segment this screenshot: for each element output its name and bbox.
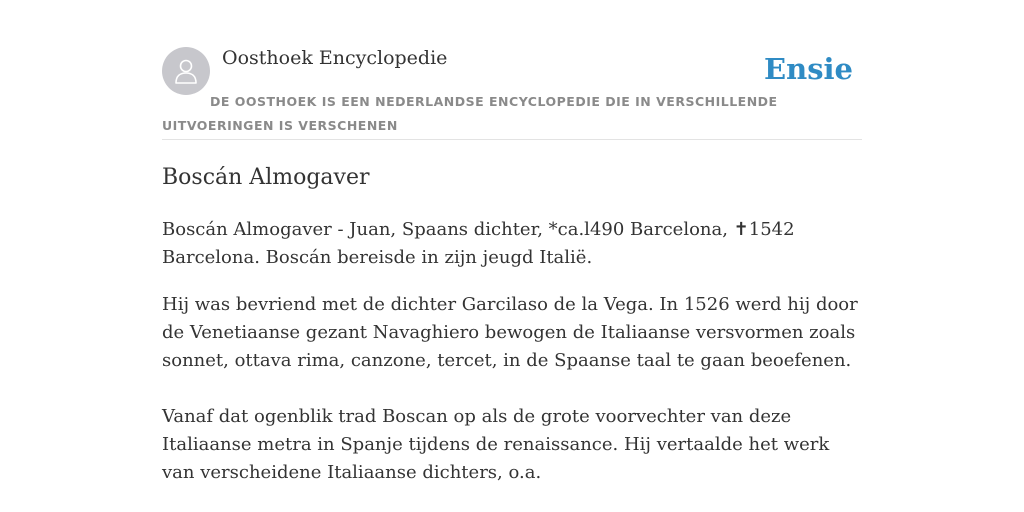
avatar[interactable] [162,47,210,95]
source-tagline: DE OOSTHOEK IS EEN NEDERLANDSE ENCYCLOPEDIE DIE IN VERSCHILLENDE UITVOERINGEN IS VERSCHENEN [162,94,778,133]
source-name-link[interactable]: Oosthoek Encyclopedie [222,47,448,69]
article-title: Boscán Almogaver [162,165,370,190]
article-paragraph: Hij was bevriend met de dichter Garcilaso de la Vega. In 1526 werd hij door de Venetiaanse gezant Navaghiero bewogen de Italiaanse versvormen zoals sonnet, ottava rima, canzone, tercet, in de Spaanse taal te gaan beoefenen. [162,294,858,371]
user-icon [171,56,201,86]
brand-logo[interactable]: Ensie [764,52,853,86]
article-paragraph: Boscán Almogaver - Juan, Spaans dichter, *ca.l490 Barcelona, ✝1542 Barcelona. Boscán bereisde in zijn jeugd Italië. [162,219,795,268]
article-paragraph: Vanaf dat ogenblik trad Boscan op als de grote voorvechter van deze Italiaanse metra in Spanje tijdens de renaissance. Hij vertaalde het werk van verscheidene Italiaanse dichters, o.a. [162,406,830,483]
divider [162,139,862,140]
